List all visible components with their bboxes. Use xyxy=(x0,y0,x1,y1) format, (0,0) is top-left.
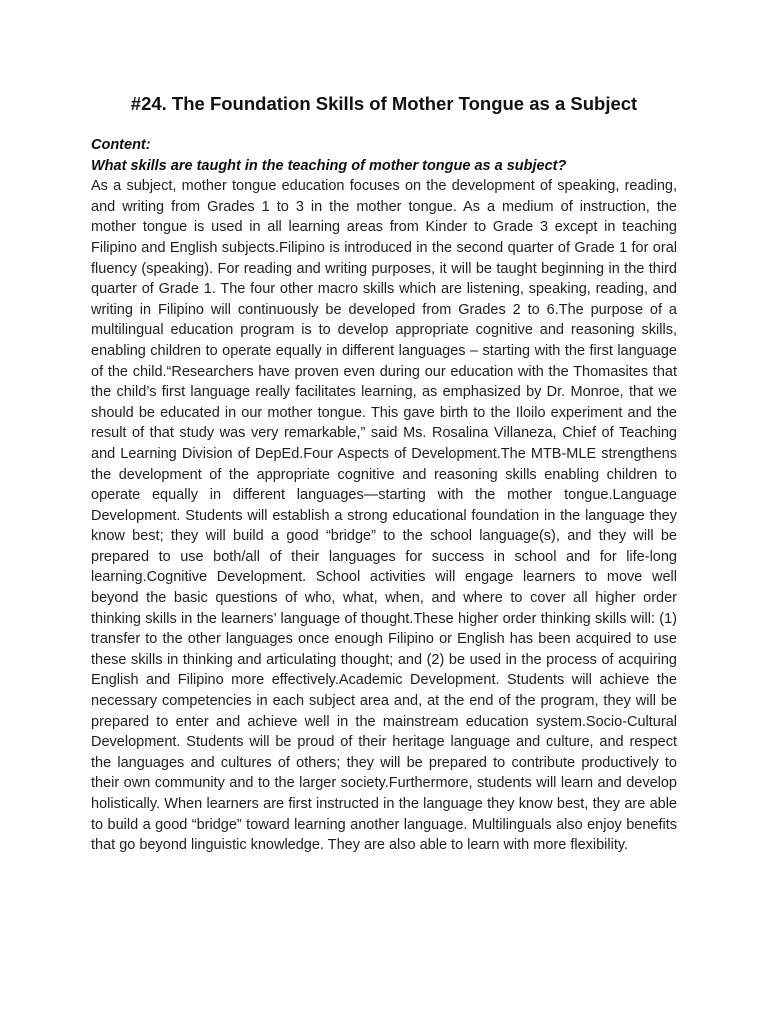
content-label: Content: xyxy=(91,137,151,153)
question-heading: What skills are taught in the teaching of mother tongue as a subject? xyxy=(91,157,567,174)
body-paragraph: As a subject, mother tongue education focuses on the development of speaking, reading, and writing from Grades 1 to 3 in the mother tongue. As a medium of instruction, the mother tongue is used in all learning areas from Kinder to Grade 3 except in teaching Filipino and English subjects.Filipino is introduced in the second quarter of Grade 1 for oral fluency (speaking). For reading and writing purposes, it will be taught beginning in the third quarter of Grade 1. The four other macro skills which are listening, speaking, reading, and writing in Filipino will continuously be developed from Grades 2 to 6.The purpose of a multilingual education program is to develop appropriate cognitive and reasoning skills, enabling children to operate equally in different languages – starting with the first language of the child.“Researchers have proven even during our education with the Thomasites that the child’s first language really facilitates learning, as emphasized by Dr. Monroe, that we should be educated in our mother tongue. This gave birth to the Iloilo experiment and the result of that study was very remarkable,” said Ms. Rosalina Villaneza, Chief of Teaching and Learning Division of DepEd.Four Aspects of Development.The MTB-MLE strengthens the development of the appropriate cognitive and reasoning skills enabling children to operate equally in different languages—starting with the mother tongue.Language Development. Students will establish a strong educational foundation in the language they know best; they will build a good “bridge” to the school language(s), and they will be prepared to use both/all of their languages for success in school and for life-long learning.Cognitive Development. School activities will engage learners to move well beyond the basic questions of who, what, when, and where to cover all higher order thinking skills in the learners’ language of thought.These higher order thinking skills will: (1) transfer to the other languages once enough Filipino or English has been acquired to use these skills in thinking and articulating thought; and (2) be used in the process of acquiring English and Filipino more effectively.Academic Development. Students will achieve the necessary competencies in each subject area and, at the end of the program, they will be prepared to enter and achieve well in the mainstream education system.Socio-Cultural Development. Students will be proud of their heritage language and culture, and respect the languages and cultures of others; they will be prepared to contribute productively to their own community and to the larger society.Furthermore, students will learn and develop holistically. When learners are first instructed in the language they know best, they are able to build a good “bridge” toward learning another language. Multilinguals also enjoy benefits that go beyond linguistic knowledge. They are also able to learn with more flexibility. xyxy=(91,178,677,854)
page-title: #24. The Foundation Skills of Mother Tongue as a Subject xyxy=(130,93,638,114)
document-content xyxy=(91,135,677,856)
